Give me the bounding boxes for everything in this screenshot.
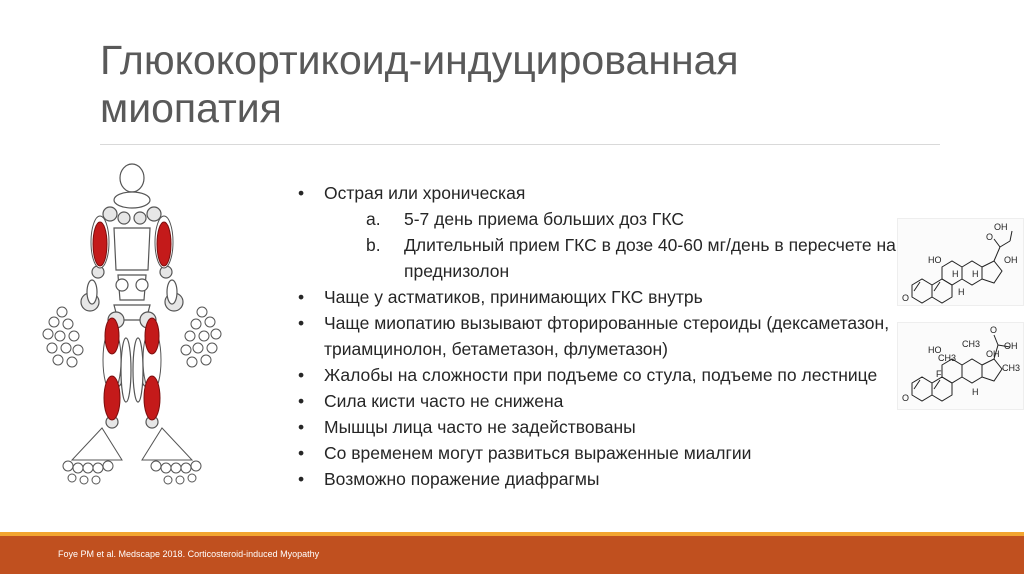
muscle-thigh-upper-right xyxy=(145,318,159,354)
title-line-2: миопатия xyxy=(100,85,282,131)
bullet-marker: • xyxy=(298,443,305,463)
atom-label: H xyxy=(972,387,979,397)
steroid-structure-1 xyxy=(897,218,1024,306)
footer-bar xyxy=(0,536,1024,574)
atom-label: H xyxy=(958,287,965,297)
list-item xyxy=(298,310,898,362)
steroid-structure-2 xyxy=(897,322,1024,410)
bullet-text: Мышцы лица часто не задействованы xyxy=(324,417,636,437)
sub-text: 5-7 день приема больших доз ГКС xyxy=(404,209,684,229)
bullet-marker: • xyxy=(298,469,305,489)
bullet-text: Чаще у астматиков, принимающих ГКС внутрь xyxy=(324,287,703,307)
atom-label: HO xyxy=(928,255,942,265)
muscle-upper-arm-right xyxy=(157,222,171,266)
bullet-text: Возможно поражение диафрагмы xyxy=(324,469,600,489)
list-item xyxy=(298,466,898,492)
list-item xyxy=(298,440,898,466)
list-item xyxy=(298,180,898,284)
bullet-marker: • xyxy=(298,287,305,307)
sub-list-item xyxy=(324,206,898,232)
atom-label: CH3 xyxy=(938,353,957,363)
atom-label: OH xyxy=(986,349,1000,359)
atom-label: H xyxy=(952,269,959,279)
atom-label: OH xyxy=(1004,255,1018,265)
muscle-thigh-lower-left xyxy=(104,376,120,420)
atom-label: O xyxy=(986,232,994,242)
title-line-1: Глюкокортикоид-индуцированная xyxy=(100,37,739,83)
list-item xyxy=(298,284,898,310)
bullet-marker: • xyxy=(298,365,305,385)
bullet-text: Острая или хроническая xyxy=(324,183,526,203)
bullet-marker: • xyxy=(298,313,305,333)
atom-label: CH3 xyxy=(1002,363,1021,373)
muscle-thigh-lower-right xyxy=(144,376,160,420)
list-item xyxy=(298,362,898,388)
list-item xyxy=(298,414,898,440)
sub-list xyxy=(324,206,898,284)
atom-label: OH xyxy=(994,222,1008,232)
muscle-upper-arm-left xyxy=(93,222,107,266)
bullet-text: Сила кисти часто не снижена xyxy=(324,391,564,411)
bullet-text: Со временем могут развиться выраженные миалгии xyxy=(324,443,752,463)
footer-citation: Foye PM et al. Medscape 2018. Corticosteroid-induced Myopathy xyxy=(58,549,320,559)
bullet-marker: • xyxy=(298,183,305,203)
muscle-thigh-upper-left xyxy=(105,318,119,354)
atom-label: H xyxy=(972,269,979,279)
sub-marker: a. xyxy=(366,209,381,229)
title-divider xyxy=(100,144,940,145)
slide-title xyxy=(100,36,940,132)
sub-text: Длительный прием ГКС в дозе 40-60 мг/день в пересчете на преднизолон xyxy=(404,235,896,281)
atom-label: O xyxy=(990,325,998,335)
atom-label: F xyxy=(936,369,942,379)
bullet-marker: • xyxy=(298,391,305,411)
sub-list-item xyxy=(324,232,898,284)
sub-marker: b. xyxy=(366,235,381,255)
atom-label: OH xyxy=(1004,341,1018,351)
bullet-marker: • xyxy=(298,417,305,437)
bullet-list xyxy=(298,180,898,492)
bullet-text: Чаще миопатию вызывают фторированные стероиды (дексаметазон, триамцинолон, бетаметазон, флуметазон) xyxy=(324,313,890,359)
bullet-text: Жалобы на сложности при подъеме со стула, подъеме по лестнице xyxy=(324,365,878,385)
atom-label: O xyxy=(902,293,910,303)
muscle-diagram xyxy=(32,160,232,490)
list-item xyxy=(298,388,898,414)
atom-label: O xyxy=(902,393,910,403)
atom-label: HO xyxy=(928,345,942,355)
atom-label: CH3 xyxy=(962,339,981,349)
